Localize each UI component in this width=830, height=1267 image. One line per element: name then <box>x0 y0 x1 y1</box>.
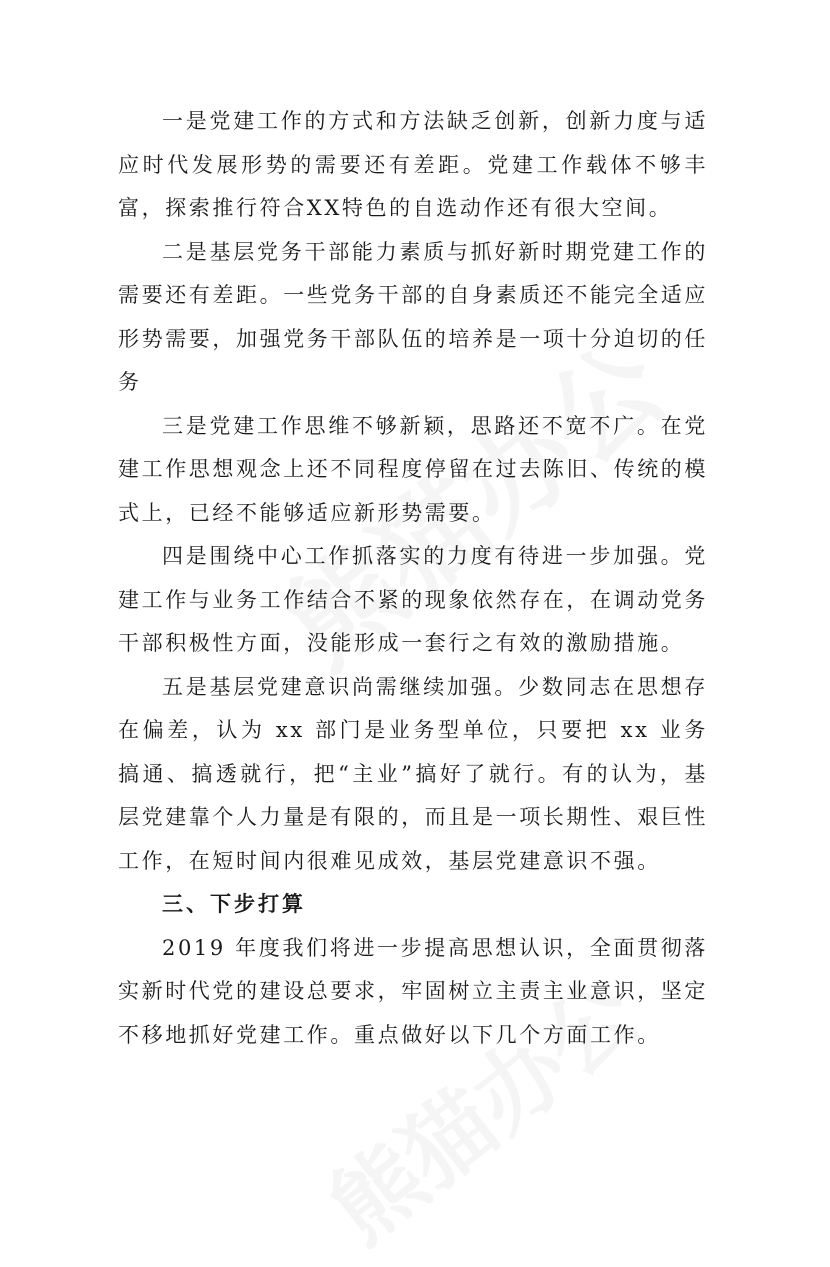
section-heading: 三、下步打算 <box>162 892 306 916</box>
paragraph-2: 二是基层党务干部能力素质与抓好新时期党建工作的需要还有差距。一些党务干部的自身素质还不能完全适应形势需要，加强党务干部队伍的培养是一项十分迫切的任务 <box>118 239 708 394</box>
closing-paragraph: 2019 年度我们将进一步提高思想认识，全面贯彻落实新时代党的建设总要求，牢固树立主责主业意识，坚定不移地抓好党建工作。重点做好以下几个方面工作。 <box>118 935 708 1047</box>
paragraph-5: 五是基层党建意识尚需继续加强。少数同志在思想存在偏差，认为 xx 部门是业务型单位，只要把 xx 业务搞通、搞透就行，把“主业”搞好了就行。有的认为，基层党建靠个人力量是有限的，而且是一项长期性、艰巨性工作，在短时间内很难见成效，基层党建意识不强。 <box>118 674 708 873</box>
paragraph-1: 一是党建工作的方式和方法缺乏创新，创新力度与适应时代发展形势的需要还有差距。党建工作载体不够丰富，探索推行符合XX特色的自选动作还有很大空间。 <box>118 109 708 220</box>
paragraph-4: 四是围绕中心工作抓落实的力度有待进一步加强。党建工作与业务工作结合不紧的现象依然存在，在调动党务干部积极性方面，没能形成一套行之有效的激励措施。 <box>118 544 708 655</box>
document-body <box>118 100 708 1057</box>
paragraph-3: 三是党建工作思维不够新颖，思路还不宽不广。在党建工作思想观念上还不同程度停留在过去陈旧、传统的模式上，已经不能够适应新形势需要。 <box>118 413 708 525</box>
